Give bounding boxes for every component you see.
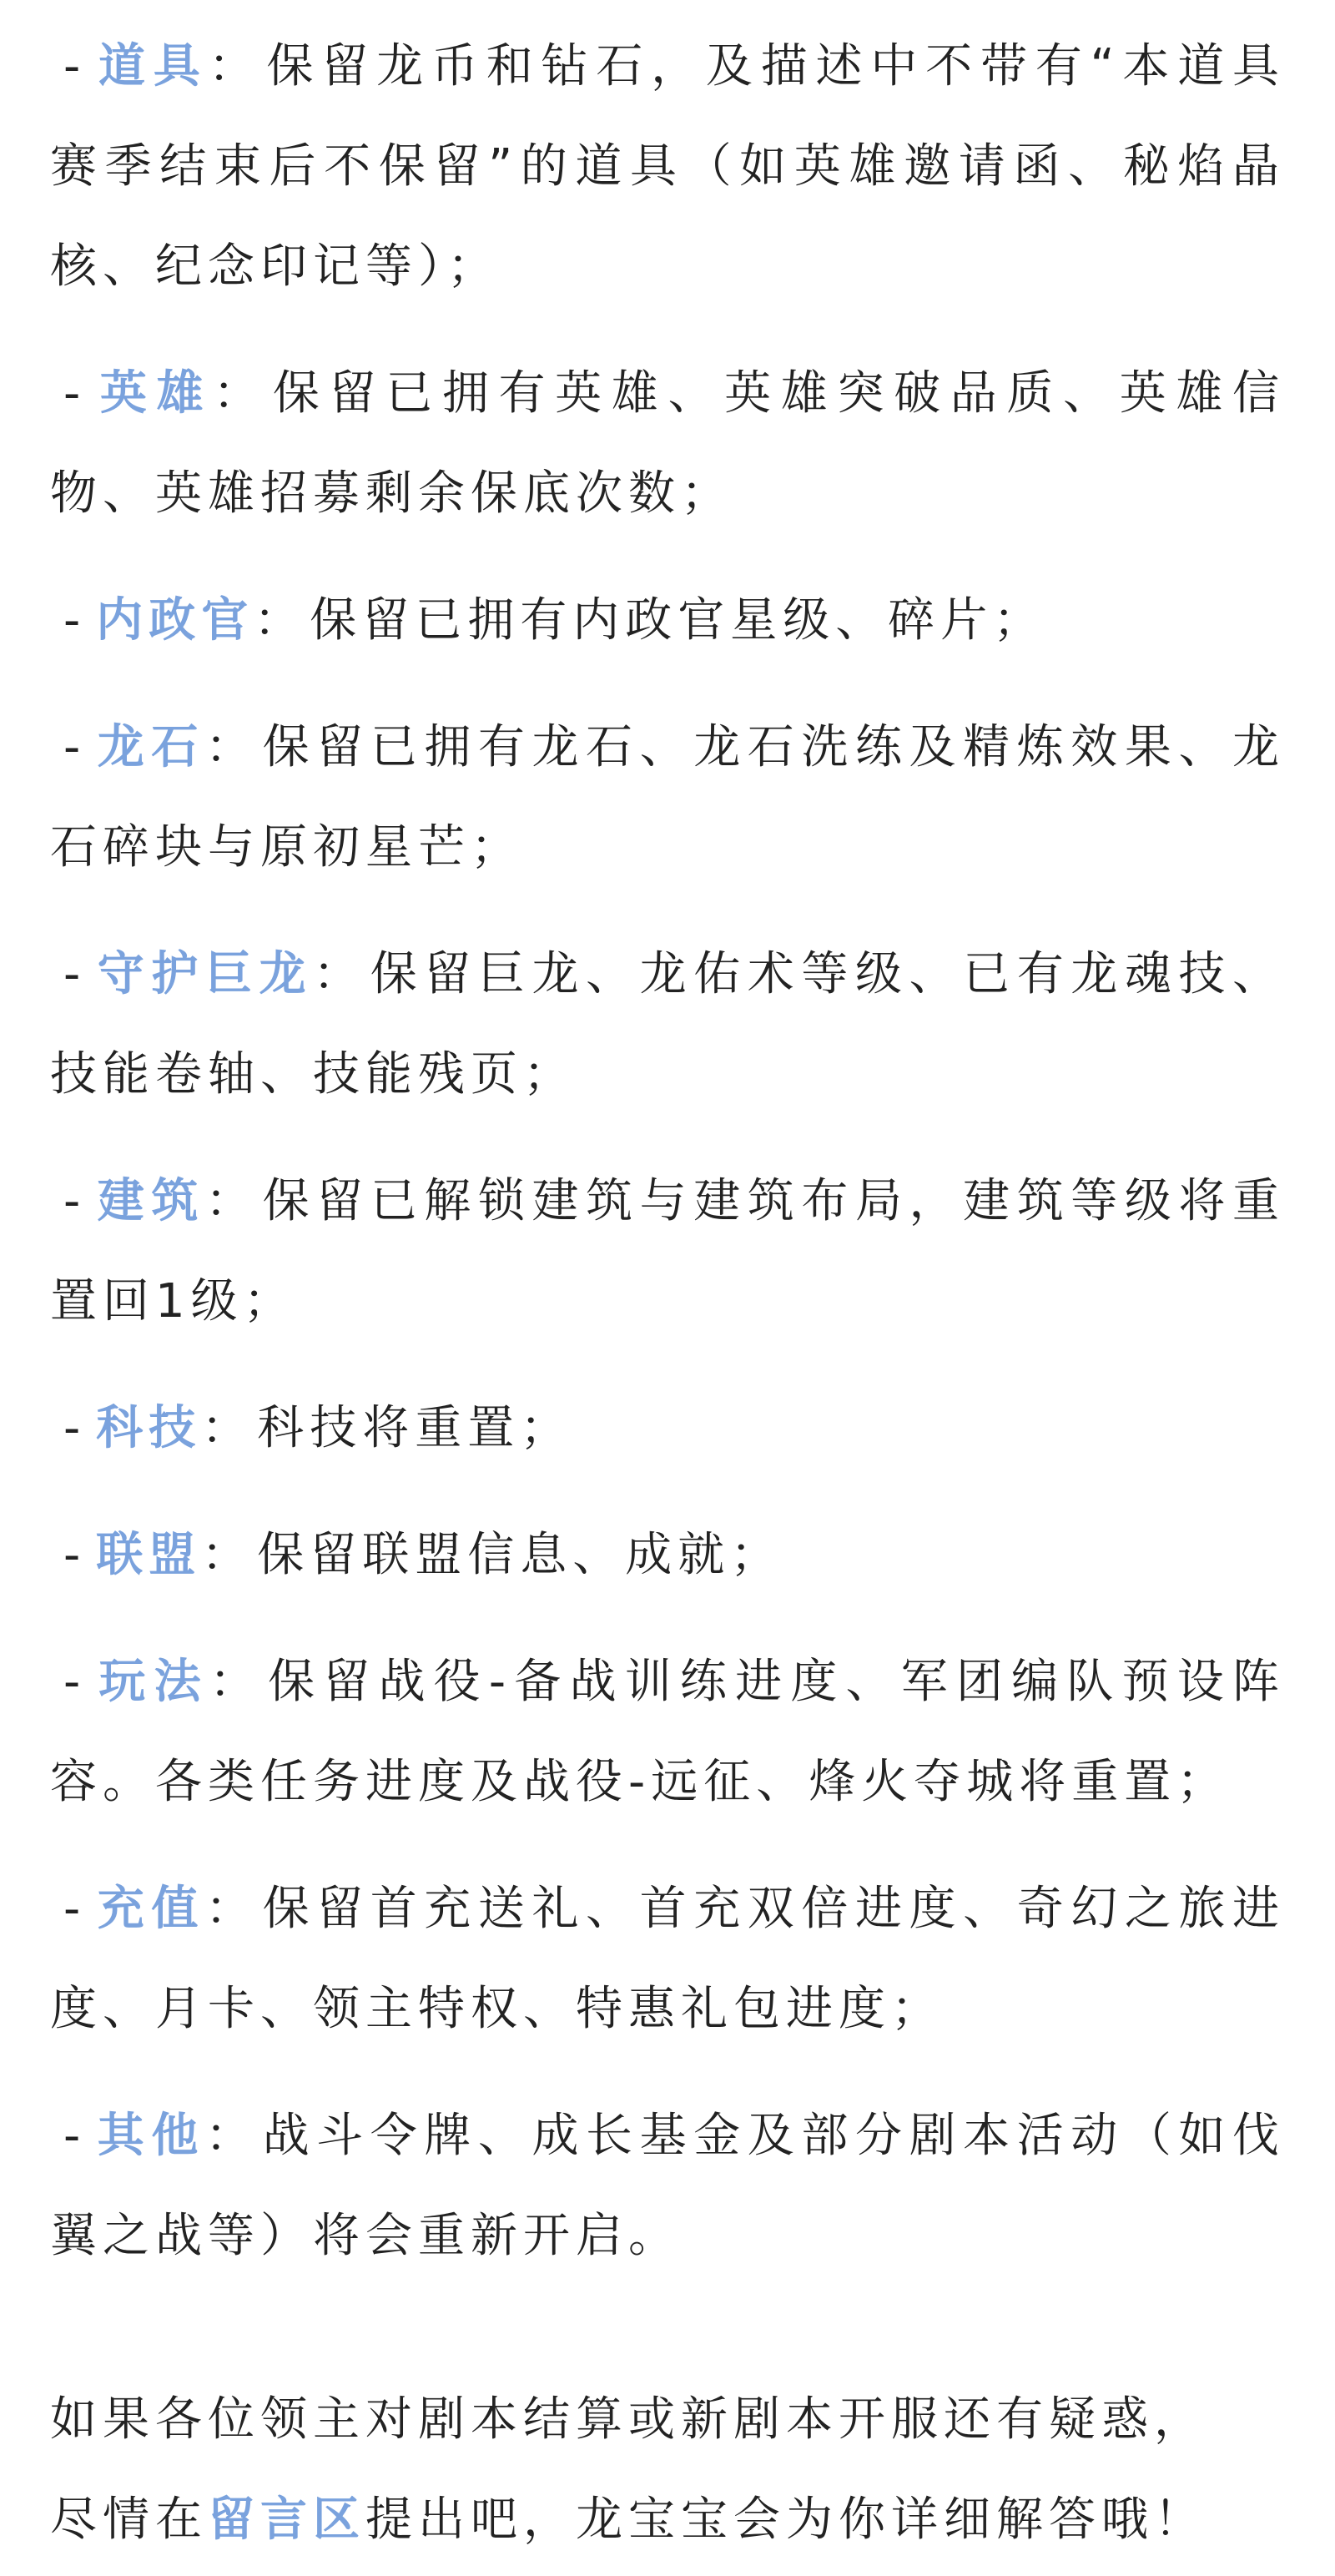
item-label: 充值 (96, 1882, 205, 1936)
list-item-officials (50, 571, 1285, 671)
list-dash: - (63, 1174, 87, 1228)
list-dash: - (63, 1655, 87, 1709)
list-item-heroes (50, 344, 1285, 544)
closing-line-2-prefix: 尽情在 (50, 2493, 208, 2547)
item-text: 保留首充送礼、首充双倍进度、奇幻之旅进度、月卡、领主特权、特惠礼包进度； (50, 1882, 1286, 2036)
list-item-dragon-stones (50, 698, 1285, 898)
item-text: 保留已解锁建筑与建筑布局，建筑等级将重置回1级； (50, 1174, 1286, 1328)
item-label: 龙石 (96, 720, 205, 774)
list-dash: - (63, 1401, 87, 1455)
list-dash: - (63, 593, 87, 648)
list-item-gameplay (50, 1632, 1285, 1832)
list-dash: - (63, 39, 87, 93)
item-separator: ： (213, 366, 270, 421)
item-label: 内政官 (96, 593, 254, 648)
list-dash: - (63, 366, 87, 421)
closing-line-1: 如果各位领主对剧本结算或新剧本开服还有疑惑， (50, 2392, 1207, 2447)
list-dash: - (63, 1528, 87, 1582)
closing-paragraph (50, 2370, 1285, 2570)
item-label: 其他 (96, 2109, 205, 2163)
item-separator: ： (254, 593, 307, 648)
item-separator: ： (201, 1401, 254, 1455)
comment-area-link[interactable]: 留言区 (208, 2493, 365, 2547)
item-label: 英雄 (96, 366, 214, 421)
item-text: 保留巨龙、龙佑术等级、已有龙魂技、技能卷轴、技能残页； (50, 947, 1286, 1101)
item-text: 保留已拥有英雄、英雄突破品质、英雄信物、英雄招募剩余保底次数； (50, 366, 1285, 521)
list-item-items (50, 17, 1285, 317)
list-item-alliance (50, 1505, 1285, 1606)
item-separator: ： (204, 720, 259, 774)
item-text: 保留已拥有龙石、龙石洗练及精炼效果、龙石碎块与原初星芒； (50, 720, 1286, 875)
closing-line-2-suffix: 提出吧，龙宝宝会为你详细解答哦！ (365, 2493, 1207, 2547)
list-item-recharge (50, 1859, 1285, 2059)
item-separator: ： (313, 947, 367, 1001)
closing-line-2 (50, 2470, 1285, 2570)
list-item-guardian-dragon (50, 925, 1285, 1125)
item-label: 建筑 (96, 1174, 205, 1228)
item-text: 保留联盟信息、成就； (257, 1528, 783, 1582)
item-text: 保留战役-备战训练进度、军团编队预设阵容。各类任务进度及战役-远征、烽火夺城将重置； (50, 1655, 1286, 1809)
item-text: 保留龙币和钻石，及描述中不带有“本道具赛季结束后不保留”的道具（如英雄邀请函、秘焰晶核、纪念印记等）； (50, 39, 1286, 294)
item-text: 保留已拥有内政官星级、碎片； (310, 593, 1046, 648)
item-label: 科技 (96, 1401, 202, 1455)
item-separator: ： (201, 1528, 254, 1582)
list-item-buildings (50, 1152, 1285, 1352)
item-label: 联盟 (96, 1528, 202, 1582)
item-separator: ： (209, 1655, 265, 1709)
list-dash: - (63, 2109, 87, 2163)
list-item-technology (50, 1379, 1285, 1479)
item-separator: ： (204, 1882, 259, 1936)
list-dash: - (63, 720, 87, 774)
item-label: 玩法 (96, 1655, 209, 1709)
item-label: 道具 (96, 39, 209, 93)
item-separator: ： (204, 1174, 259, 1228)
item-label: 守护巨龙 (96, 947, 314, 1001)
item-text: 科技将重置； (257, 1401, 573, 1455)
list-item-other (50, 2086, 1285, 2286)
list-dash: - (63, 1882, 87, 1936)
item-separator: ： (208, 39, 264, 93)
item-text: 战斗令牌、成长基金及部分剧本活动（如伐翼之战等）将会重新开启。 (50, 2109, 1286, 2263)
item-separator: ： (204, 2109, 259, 2163)
list-dash: - (63, 947, 87, 1001)
